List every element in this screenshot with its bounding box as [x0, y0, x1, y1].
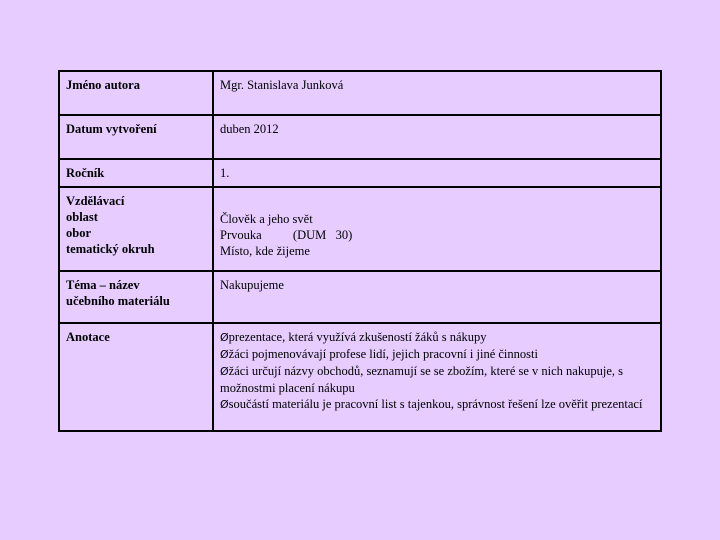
author-value: Mgr. Stanislava Junková: [213, 71, 661, 115]
table-row: [59, 323, 661, 431]
label-line: Téma – název: [66, 278, 140, 292]
topic-value: Nakupujeme: [213, 271, 661, 323]
label-line: obor: [66, 226, 91, 240]
created-date-value: duben 2012: [213, 115, 661, 159]
education-area-value: [213, 187, 661, 271]
annotation-label: Anotace: [59, 323, 213, 431]
annotation-bullet: [220, 396, 654, 413]
annotation-value: [213, 323, 661, 431]
table-row: [59, 71, 661, 115]
education-area-label: [59, 187, 213, 271]
created-date-label: Datum vytvoření: [59, 115, 213, 159]
annotation-bullet: [220, 329, 654, 346]
label-line: tematický okruh: [66, 242, 155, 256]
arrow-bullet-icon: Ø: [220, 398, 229, 411]
bullet-text: součástí materiálu je pracovní list s tajenkou, správnost řešení lze ověřit prezentací: [228, 397, 643, 411]
arrow-bullet-icon: Ø: [220, 348, 229, 361]
author-label: Jméno autora: [59, 71, 213, 115]
value-line: Prvouka (DUM 30): [220, 227, 353, 242]
label-line: učebního materiálu: [66, 294, 170, 308]
arrow-bullet-icon: Ø: [220, 365, 229, 378]
topic-label: [59, 271, 213, 323]
annotation-bullet: [220, 363, 654, 396]
table-row: [59, 115, 661, 159]
annotation-bullet: [220, 346, 654, 363]
grade-label: Ročník: [59, 159, 213, 187]
bullet-text: žáci pojmenovávají profese lidí, jejich pracovní i jiné činnosti: [228, 347, 538, 361]
document-metadata-table: [58, 70, 662, 432]
arrow-bullet-icon: Ø: [220, 331, 229, 344]
bullet-text: prezentace, která využívá zkušeností žáků s nákupy: [228, 330, 487, 344]
label-line: oblast: [66, 210, 98, 224]
table-row: [59, 271, 661, 323]
label-line: Vzdělávací: [66, 194, 125, 208]
table-row: [59, 187, 661, 271]
value-line: Místo, kde žijeme: [220, 243, 310, 258]
bullet-text: žáci určují názvy obchodů, seznamují se se zbožím, které se v nich nakupuje, s možnostmi placení nákupu: [220, 364, 623, 395]
grade-value: 1.: [213, 159, 661, 187]
value-line: Člověk a jeho svět: [220, 211, 313, 226]
table-row: [59, 159, 661, 187]
